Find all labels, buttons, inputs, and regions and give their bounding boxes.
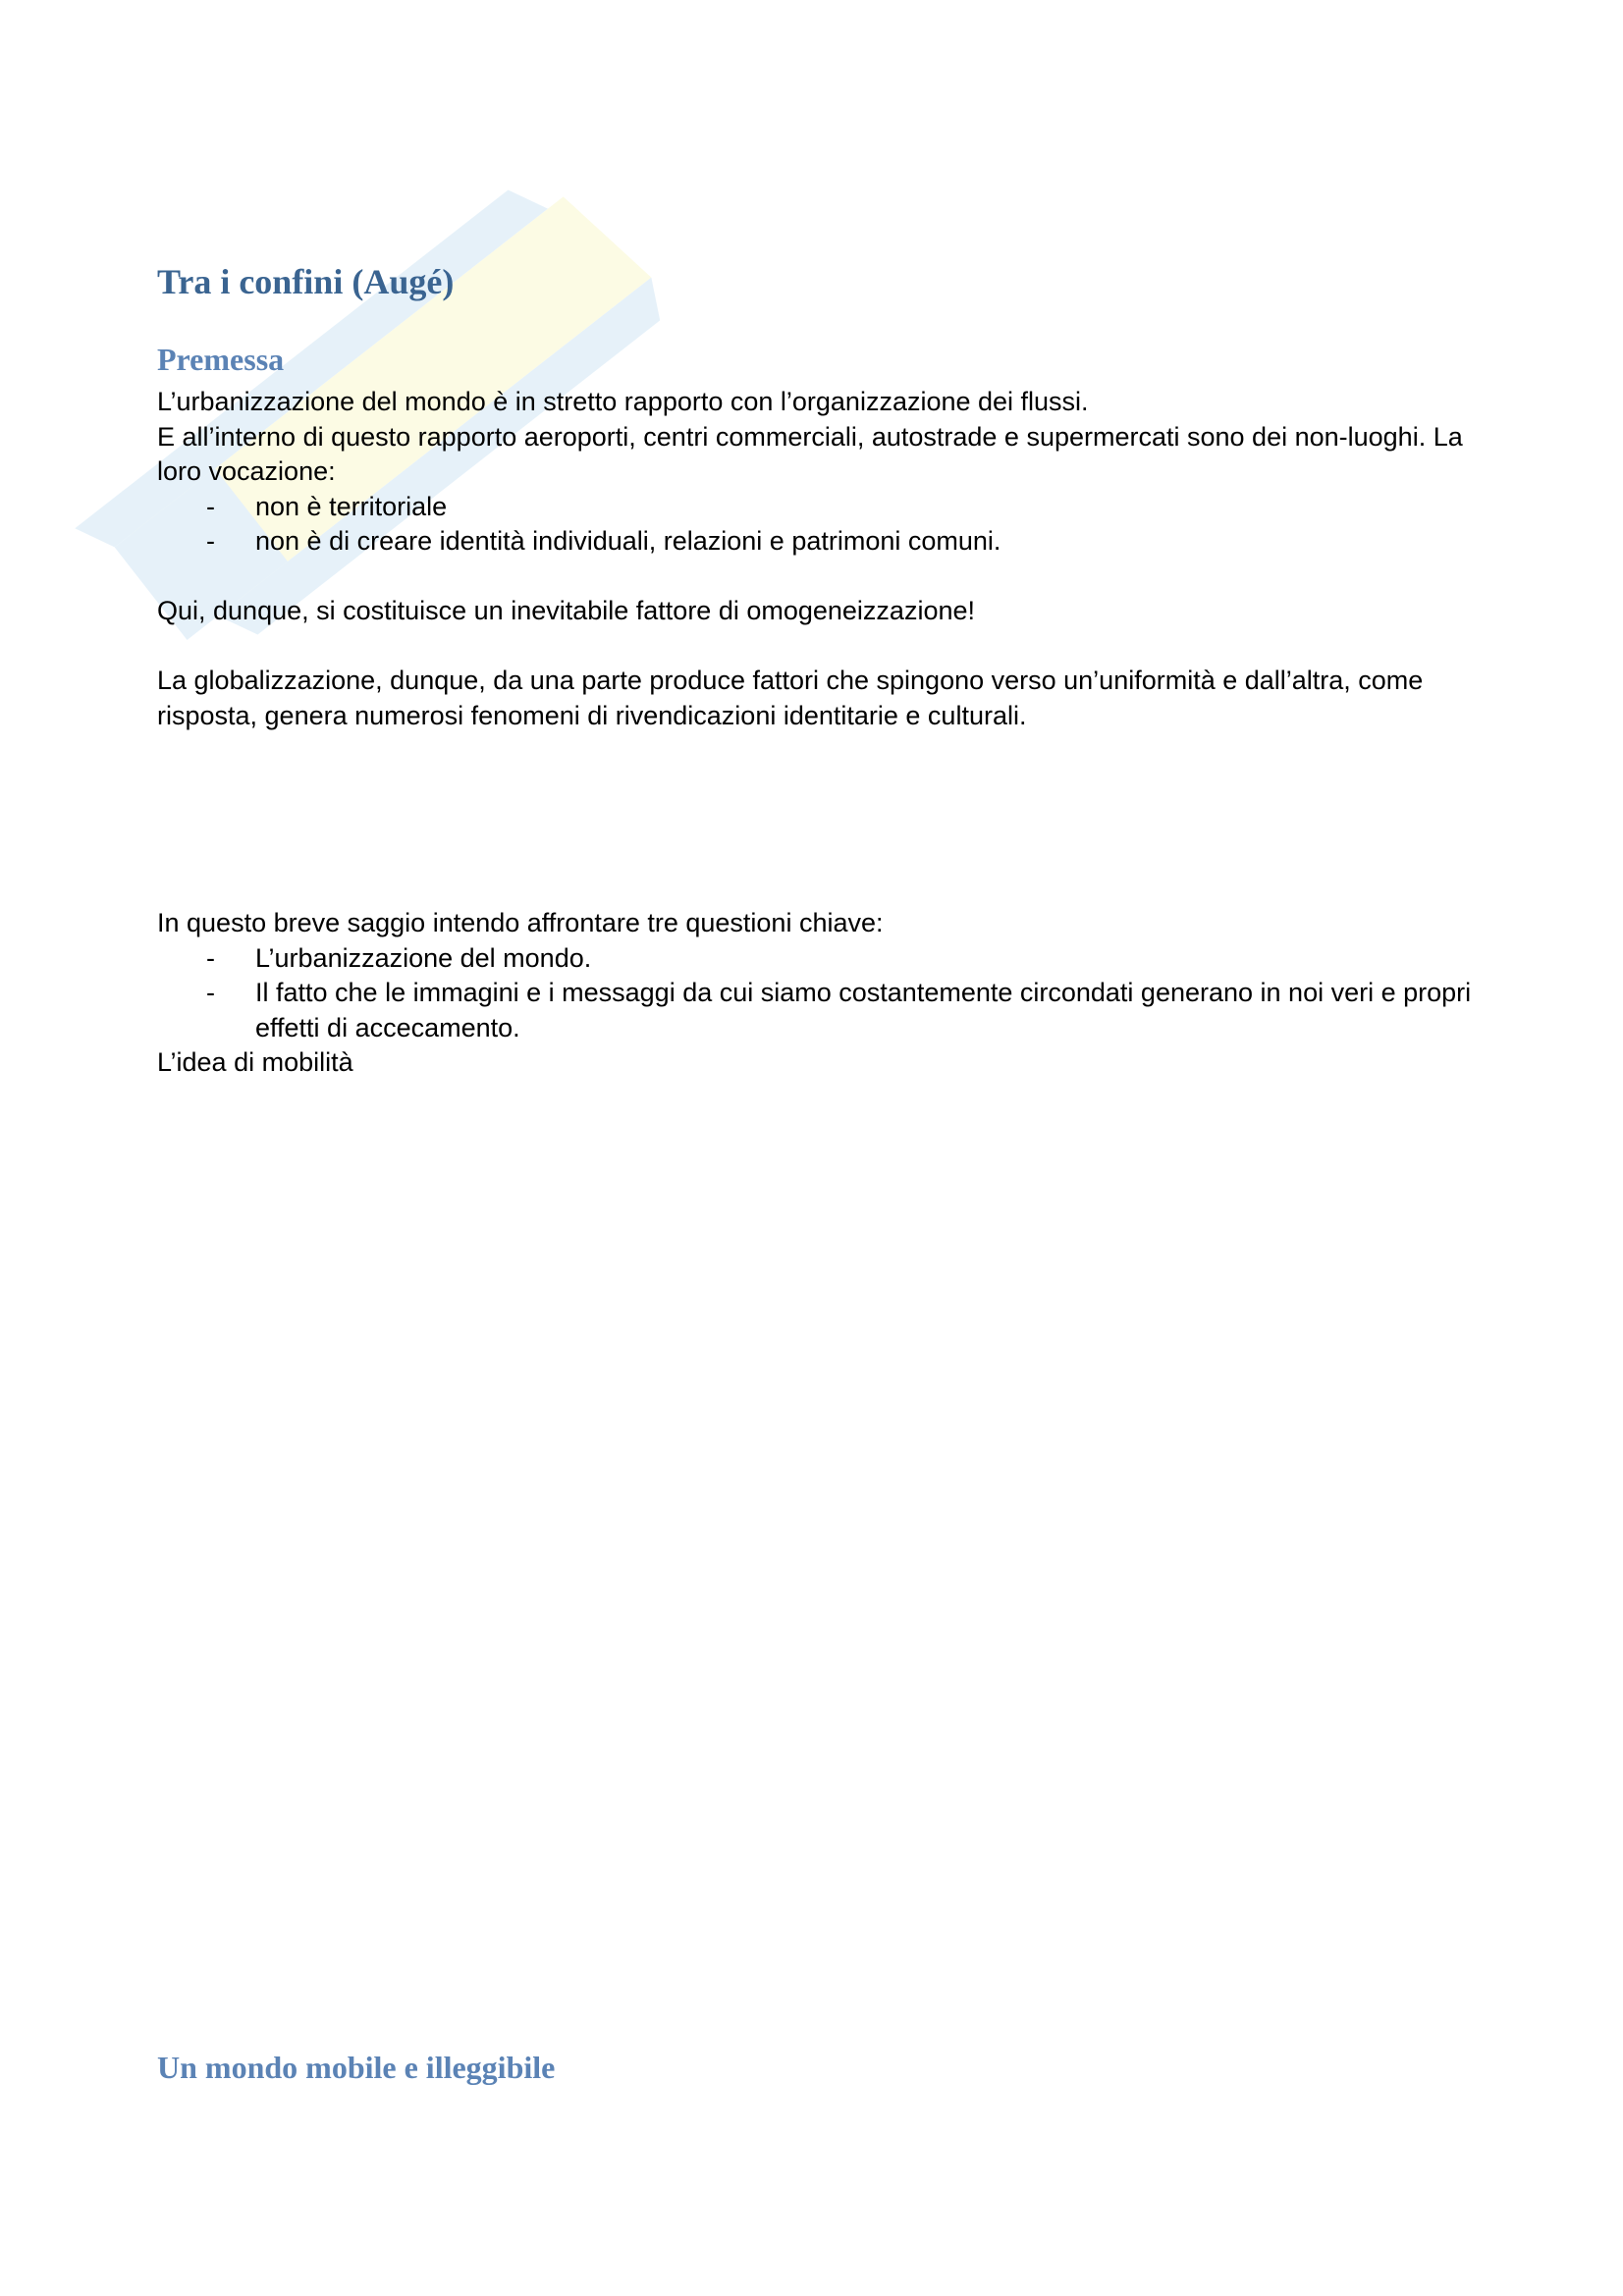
list-item-text: Il fatto che le immagini e i messaggi da cui siamo costantemente circondati generano in noi veri e propri effetti di accecamento.: [255, 978, 1472, 1042]
list-marker: -: [206, 942, 215, 973]
list-item: [157, 524, 1473, 560]
bullet-list: [157, 490, 1473, 560]
document-title: Tra i confini (Augé): [157, 262, 455, 301]
list-marker: -: [206, 526, 215, 556]
premessa-body: [157, 385, 1473, 733]
paragraph: L’idea di mobilità: [157, 1047, 353, 1077]
questions-body: [157, 906, 1473, 1081]
list-item: [157, 976, 1473, 1045]
list-item: [157, 490, 1473, 525]
paragraph: L’urbanizzazione del mondo è in stretto rapporto con l’organizzazione dei flussi.: [157, 387, 1089, 416]
list-item: [157, 941, 1473, 977]
section-heading-premessa: Premessa: [157, 342, 285, 377]
paragraph: In questo breve saggio intendo affrontare tre questioni chiave:: [157, 908, 884, 937]
list-item-text: L’urbanizzazione del mondo.: [255, 942, 592, 973]
paragraph: E all’interno di questo rapporto aeroporti, centri commerciali, autostrade e supermercati sono dei non-luoghi. La loro vocazione:: [157, 421, 1463, 486]
list-item-text: non è territoriale: [255, 491, 448, 521]
paragraph: La globalizzazione, dunque, da una parte produce fattori che spingono verso un’uniformità e dall’altra, come risposta, genera numerosi fenomeni di rivendicazioni identitarie e culturali.: [157, 666, 1424, 730]
paragraph: Qui, dunque, si costituisce un inevitabile fattore di omogeneizzazione!: [157, 596, 975, 625]
list-marker: -: [206, 978, 215, 1007]
list-item-text: non è di creare identità individuali, relazioni e patrimoni comuni.: [255, 526, 1001, 556]
bullet-list: [157, 941, 1473, 1046]
section-heading-mondo: Un mondo mobile e illeggibile: [157, 2050, 556, 2085]
list-marker: -: [206, 491, 215, 521]
